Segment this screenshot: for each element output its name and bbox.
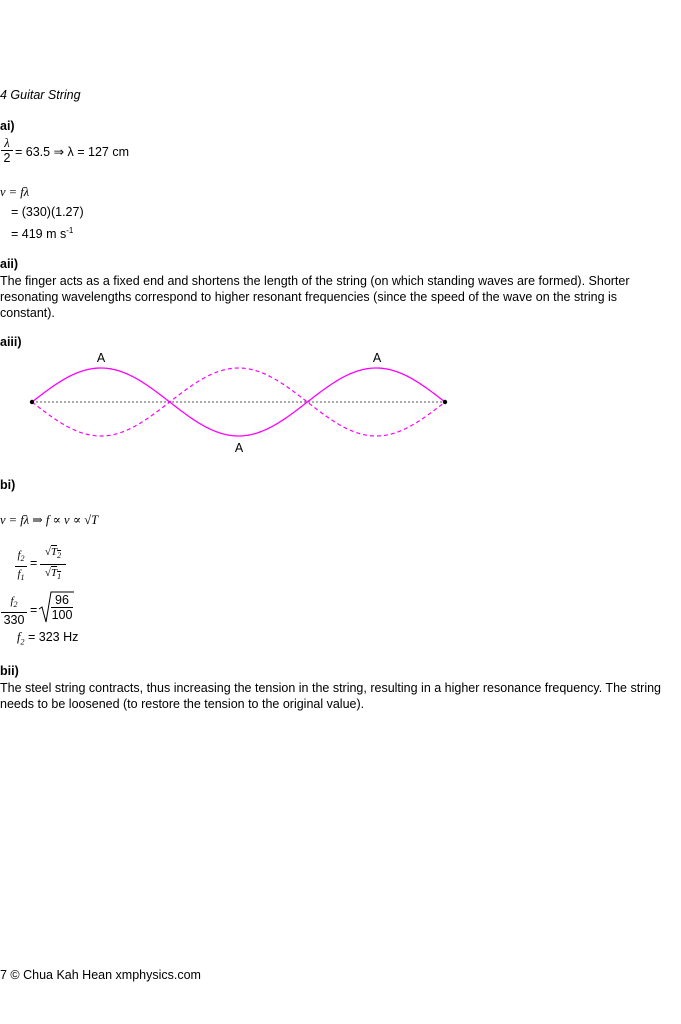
subscript: 2 [57, 551, 62, 561]
f2-symbol: f [10, 595, 14, 607]
wave-speed-result [11, 226, 73, 241]
fraction-denominator: 100 [51, 608, 73, 622]
antinode-label: A [234, 441, 244, 455]
fraction-numerator [15, 548, 27, 567]
wave-speed-formula: v = fλ [0, 185, 30, 199]
subscript: 2 [20, 637, 25, 647]
part-bii-label: bii) [0, 664, 19, 678]
fraction-denominator [15, 567, 27, 585]
fraction-denominator: 330 [3, 613, 25, 628]
part-aii-label: aii) [0, 257, 19, 271]
standing-wave-diagram [0, 345, 681, 460]
sqrt-ratio-fraction [40, 544, 66, 585]
antinode-label: A [96, 351, 106, 365]
equals-sign: = [30, 556, 38, 570]
unit-exponent: -1 [66, 226, 74, 235]
fraction-denominator: $√T_1$ [44, 567, 62, 582]
tension-ratio-fraction [51, 593, 73, 622]
radicand [50, 546, 62, 561]
f2-symbol: f [17, 549, 21, 561]
wave-speed-substitution: = (330)(1.27) [11, 205, 84, 219]
f1-symbol: f [17, 568, 21, 581]
fraction-numerator: $√T_2$ [40, 544, 66, 565]
subscript: 2 [20, 554, 25, 564]
fraction-numerator: 96 [51, 593, 73, 608]
wave-speed-result-text: = 419 m s [11, 227, 67, 242]
final-frequency-result [17, 630, 78, 647]
part-bii-explanation: The steel string contracts, thus increasing the tension in the string, resulting in a higher resonance frequency. The string needs to be loosened (to restore the tension to the original value). [0, 681, 662, 711]
lambda-over-two-fraction [1, 136, 13, 165]
fixed-end-left [30, 400, 34, 404]
t2-symbol: T [50, 546, 58, 558]
section-heading: 4 Guitar String [0, 88, 81, 102]
part-aii-explanation: The finger acts as a fixed end and shortens the length of the string (on which standing waves are formed). Shorter resonating wavelengths correspond to higher resonant frequencies (since the speed of the wave on the string is constant). [0, 274, 630, 320]
t1-symbol: T [50, 567, 58, 580]
f2-symbol: f [17, 630, 21, 644]
equals-sign: = [30, 603, 38, 617]
part-aiii-label: aiii) [0, 335, 22, 349]
radicand [50, 567, 62, 582]
antinode-label: A [372, 351, 382, 365]
part-bi-label: bi) [0, 478, 16, 492]
frequency-tension-relation: v = fλ ⇒ f ∝ v ∝ √T [0, 513, 99, 527]
fixed-end-right [443, 400, 447, 404]
fraction-denominator: 2 [3, 151, 11, 165]
page-footer: 7 © Chua Kah Hean xmphysics.com [0, 968, 201, 982]
subscript: 2 [13, 600, 18, 610]
final-frequency-value: = 323 Hz [27, 630, 79, 644]
fraction-numerator [1, 594, 27, 613]
subscript: 1 [57, 572, 62, 582]
wavelength-equation: = 63.5 ⇒ λ = 127 cm [15, 145, 130, 159]
fraction-numerator: λ [1, 136, 13, 151]
f2-over-f1-fraction [15, 548, 27, 585]
subscript: 1 [20, 573, 25, 583]
f2-over-330-fraction [1, 594, 27, 627]
part-ai-label: ai) [0, 119, 15, 133]
